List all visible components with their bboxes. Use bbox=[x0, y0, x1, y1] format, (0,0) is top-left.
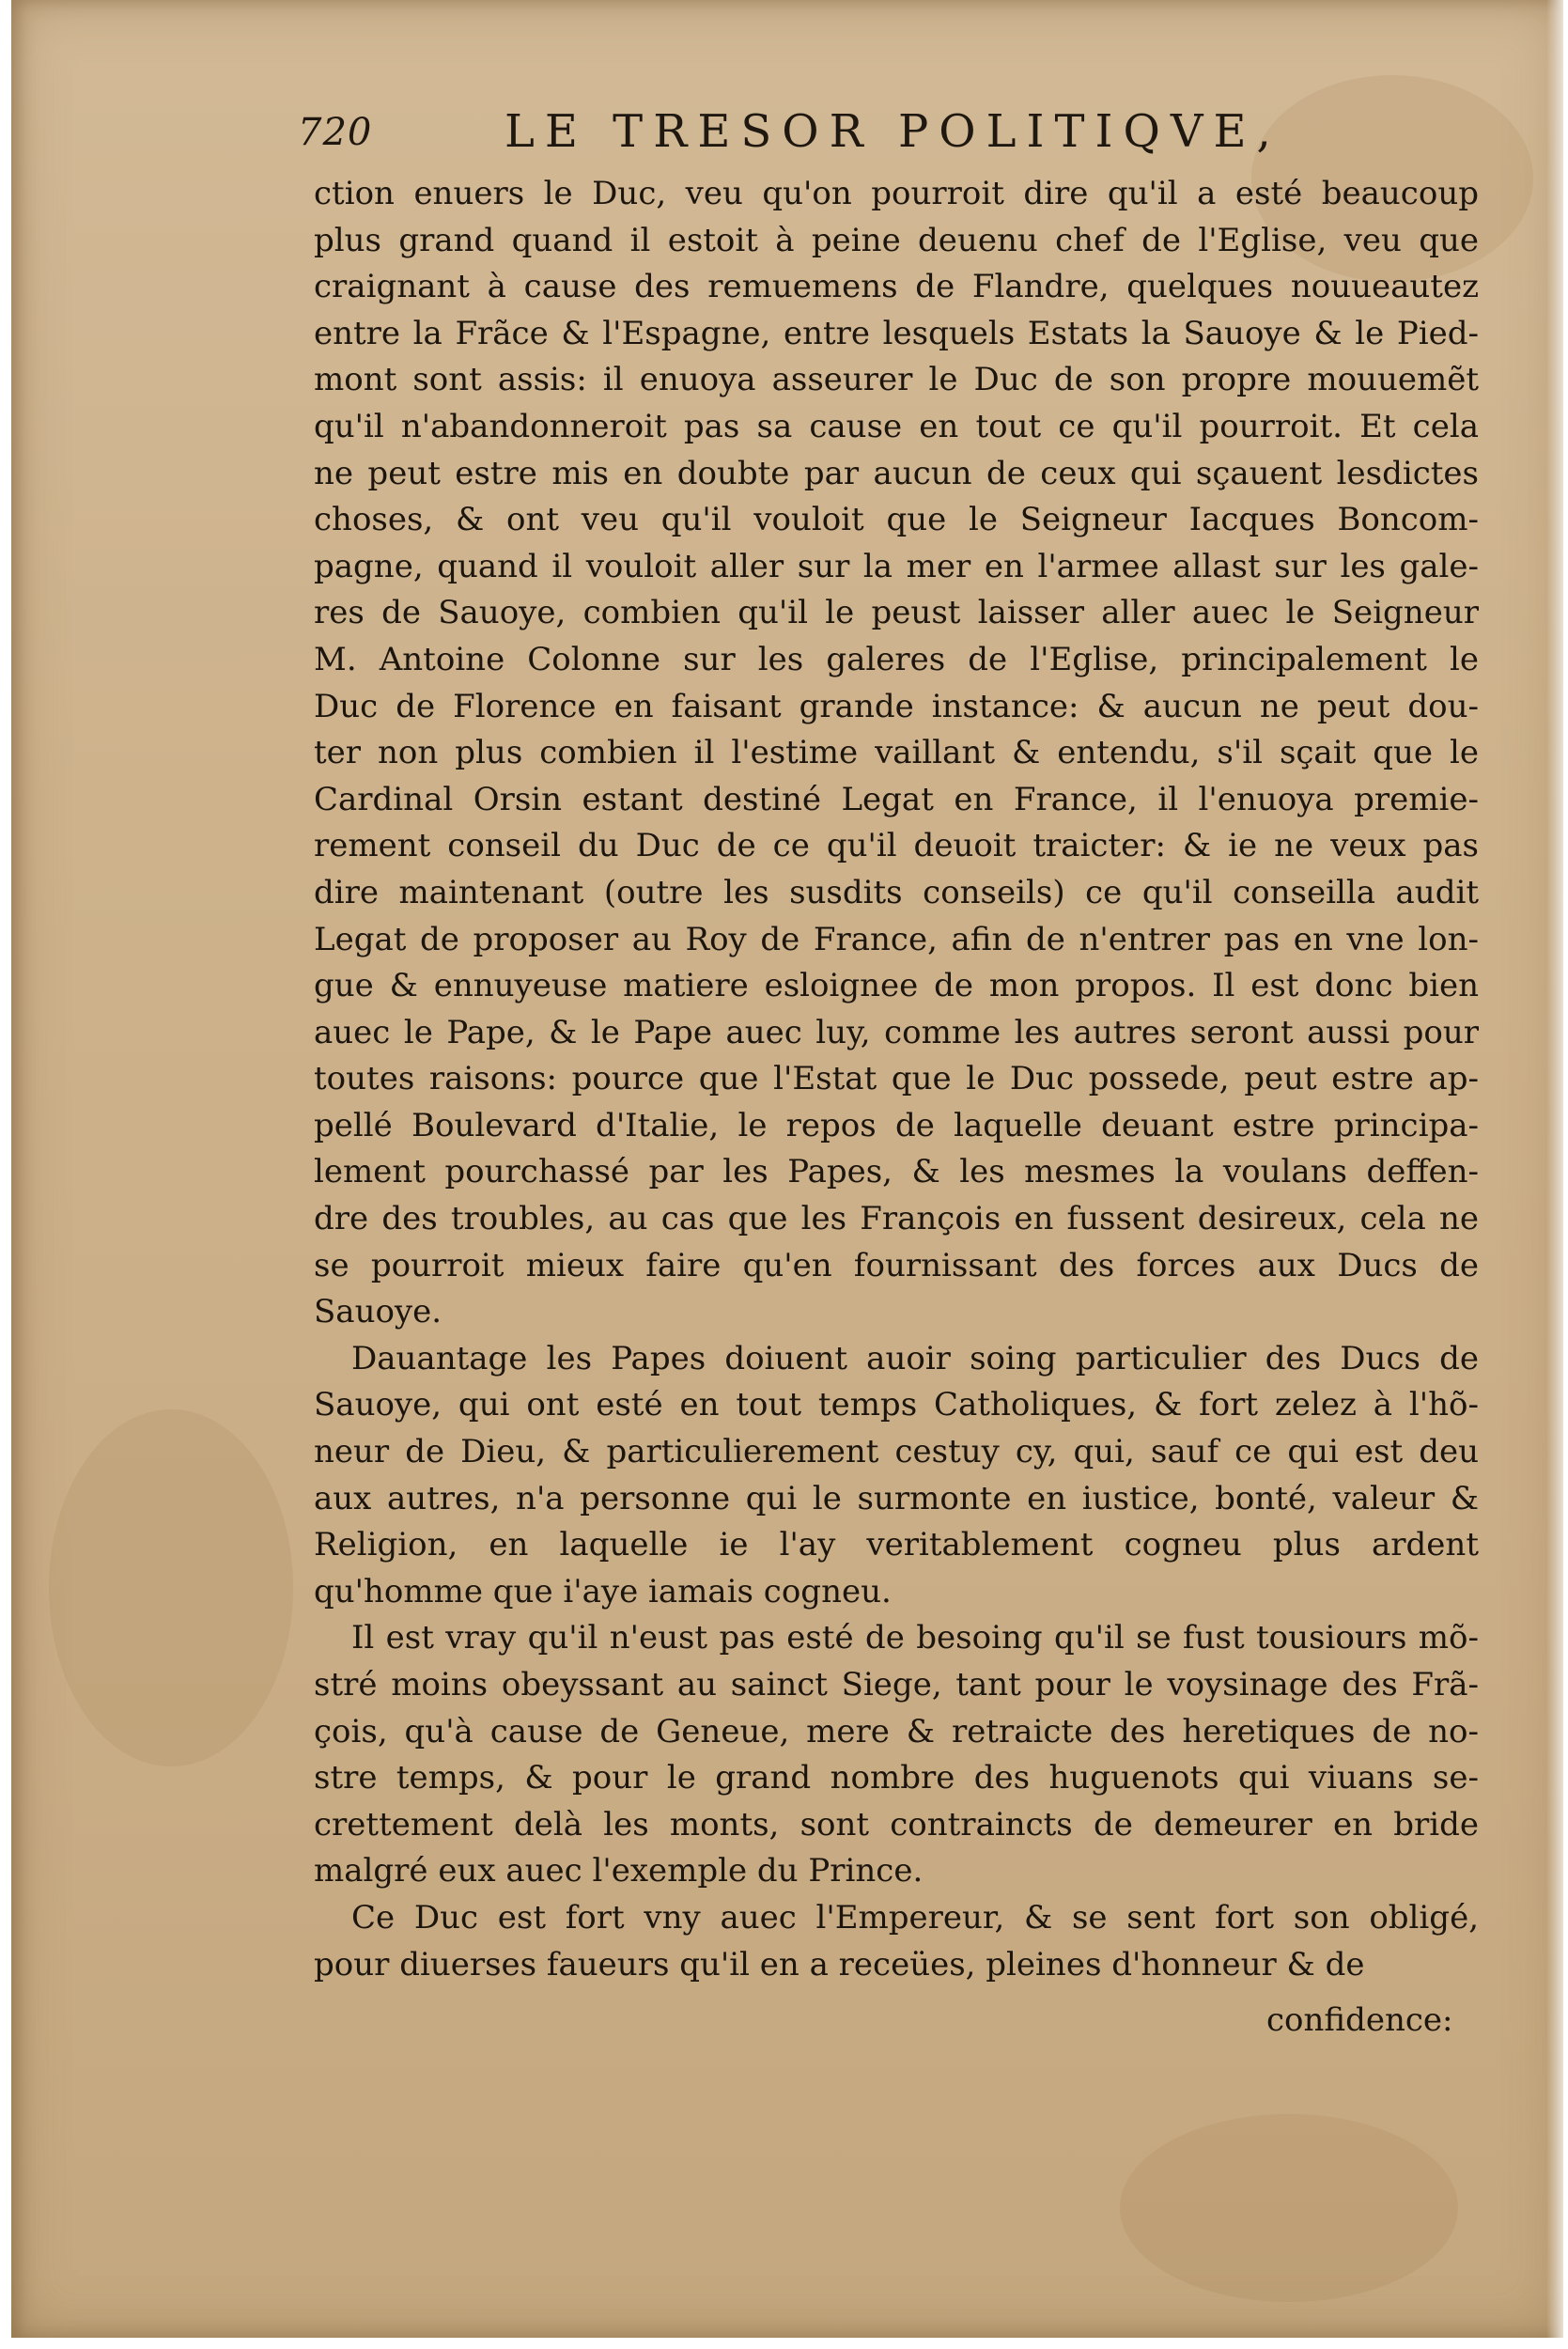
text-line: ne peut estre mis en doubte par aucun de ceux qui sçauent lesdictes bbox=[314, 454, 1479, 492]
text-line: Il est vray qu'il n'eust pas esté de besoing qu'il se fust tousiours mõ- bbox=[351, 1619, 1479, 1657]
text-line: Religion, en laquelle ie l'ay veritablement cogneu plus ardent bbox=[314, 1526, 1479, 1564]
catchword: confidence: bbox=[1266, 2001, 1453, 2039]
text-line: choses, & ont veu qu'il vouloit que le Seigneur Iacques Boncom- bbox=[314, 501, 1479, 539]
text-line: entre la Frãce & l'Espagne, entre lesquels Estats la Sauoye & le Pied- bbox=[314, 314, 1479, 352]
text-line: ter non plus combien il l'estime vaillant & entendu, s'il sçait que le bbox=[314, 734, 1479, 772]
text-line: crettement delà les monts, sont contraincts de demeurer en bride bbox=[314, 1805, 1479, 1843]
text-line: ction enuers le Duc, veu qu'on pourroit dire qu'il a esté beaucoup bbox=[314, 175, 1479, 212]
paper-stain bbox=[1120, 2114, 1458, 2302]
text-line: Legat de proposer au Roy de France, afin de n'entrer pas en vne lon- bbox=[314, 920, 1479, 958]
text-line: rement conseil du Duc de ce qu'il deuoit traicter: & ie ne veux pas bbox=[314, 827, 1479, 865]
paragraph bbox=[314, 171, 1479, 1336]
text-line: mont sont assis: il enuoya asseurer le Duc de son propre mouuemẽt bbox=[314, 361, 1479, 399]
text-line: aux autres, n'a personne qui le surmonte en iustice, bonté, valeur & bbox=[314, 1479, 1479, 1517]
text-line: Sauoye, qui ont esté en tout temps Catholiques, & fort zelez à l'hõ- bbox=[314, 1386, 1479, 1424]
text-line: plus grand quand il estoit à peine deuenu chef de l'Eglise, veu que bbox=[314, 221, 1479, 259]
paper-stain bbox=[49, 1409, 293, 1766]
body-text bbox=[314, 171, 1479, 1988]
text-line: neur de Dieu, & particulierement cestuy cy, qui, sauf ce qui est deu bbox=[314, 1433, 1479, 1471]
text-line: Duc de Florence en faisant grande instance: & aucun ne peut dou- bbox=[314, 687, 1479, 725]
text-line: dre des troubles, au cas que les François en fussent desireux, cela ne bbox=[314, 1200, 1479, 1238]
text-line: craignant à cause des remuemens de Flandre, quelques nouueautez bbox=[314, 268, 1479, 306]
text-line: Cardinal Orsin estant destiné Legat en France, il l'enuoya premie- bbox=[314, 780, 1479, 818]
text-line: Dauantage les Papes doiuent auoir soing particulier des Ducs de bbox=[351, 1339, 1479, 1377]
text-line: auec le Pape, & le Pape auec luy, comme les autres seront aussi pour bbox=[314, 1013, 1479, 1051]
text-line: Ce Duc est fort vny auec l'Empereur, & se sent fort son obligé, bbox=[351, 1898, 1479, 1937]
text-line: res de Sauoye, combien qu'il le peust laisser aller auec le Seigneur bbox=[314, 594, 1479, 632]
text-line: toutes raisons: pource que l'Estat que le Duc possede, peut estre ap- bbox=[314, 1060, 1479, 1098]
text-line: qu'il n'abandonneroit pas sa cause en tout ce qu'il pourroit. Et cela bbox=[314, 407, 1479, 445]
paragraph bbox=[314, 1895, 1479, 1988]
page-number: 720 bbox=[298, 111, 373, 154]
text-line: dire maintenant (outre les susdits conseils) ce qu'il conseilla audit bbox=[314, 873, 1479, 911]
paragraph bbox=[314, 1336, 1479, 1616]
text-line: çois, qu'à cause de Geneue, mere & retraicte des heretiques de no- bbox=[314, 1712, 1479, 1750]
paragraph bbox=[314, 1615, 1479, 1895]
text-line: pagne, quand il vouloit aller sur la mer en l'armee allast sur les gale- bbox=[314, 547, 1479, 585]
text-line: lement pourchassé par les Papes, & les mesmes la voulans deffen- bbox=[314, 1153, 1479, 1191]
text-line: stre temps, & pour le grand nombre des huguenots qui viuans se- bbox=[314, 1759, 1479, 1797]
text-line: M. Antoine Colonne sur les galeres de l'Eglise, principalement le bbox=[314, 640, 1479, 678]
text-line: stré moins obeyssant au sainct Siege, tant pour le voysinage des Frã- bbox=[314, 1666, 1479, 1703]
text-line: Sauoye. bbox=[314, 1293, 442, 1331]
running-head bbox=[298, 105, 1284, 162]
text-line: qu'homme que i'aye iamais cogneu. bbox=[314, 1572, 892, 1610]
book-page bbox=[11, 0, 1563, 2338]
text-line: pellé Boulevard d'Italie, le repos de laquelle deuant estre principa- bbox=[314, 1106, 1479, 1144]
running-title: LE TRESOR POLITIQVE, bbox=[505, 105, 1281, 158]
text-line: pour diuerses faueurs qu'il en a receües, pleines d'honneur & de bbox=[314, 1945, 1365, 1983]
text-line: se pourroit mieux faire qu'en fournissant des forces aux Ducs de bbox=[314, 1246, 1479, 1284]
text-line: gue & ennuyeuse matiere esloignee de mon propos. Il est donc bien bbox=[314, 967, 1479, 1005]
text-line: malgré eux auec l'exemple du Prince. bbox=[314, 1852, 924, 1890]
